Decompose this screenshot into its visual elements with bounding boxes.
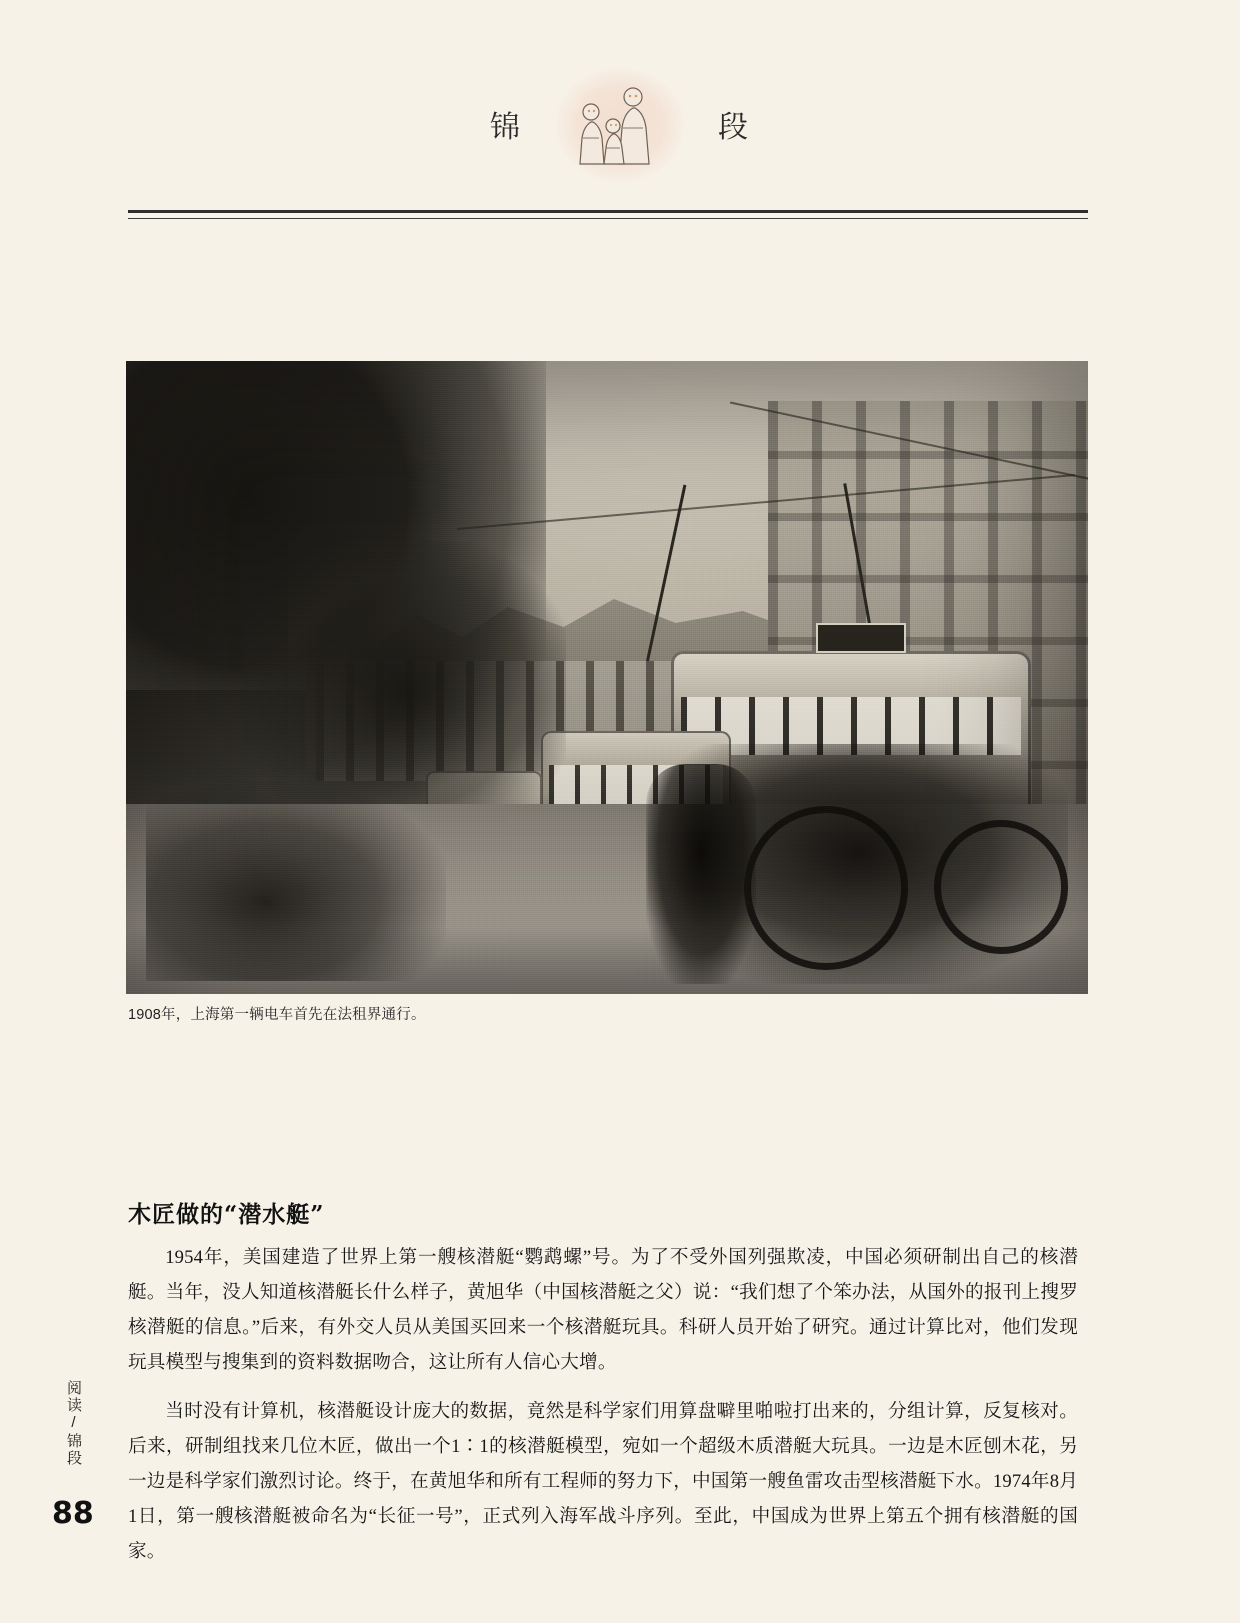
page-header — [0, 60, 1240, 210]
historical-photo — [126, 361, 1088, 994]
divider-thin-line — [128, 218, 1088, 219]
article-title: 木匠做的“潜水艇” — [128, 1201, 325, 1228]
header-title-left: 锦 — [490, 110, 522, 145]
article-body — [128, 1240, 1078, 1583]
page-number: 88 — [52, 1496, 94, 1531]
family-figures-illustration-icon — [565, 78, 675, 178]
header-title-right: 段 — [718, 110, 750, 145]
photo-caption: 1908年，上海第一辆电车首先在法租界通行。 — [128, 1007, 426, 1023]
header-ornament-group — [490, 60, 750, 190]
divider-thick-line — [128, 210, 1088, 213]
header-divider — [128, 210, 1088, 219]
running-head: 阅读/锦段 — [65, 1380, 82, 1467]
article-paragraph: 当时没有计算机，核潜艇设计庞大的数据，竟然是科学家们用算盘噼里啪啦打出来的，分组计算，反复核对。后来，研制组找来几位木匠，做出一个1∶1的核潜艇模型，宛如一个超级木质潜艇大玩具。一边是木匠刨木花，另一边是科学家们激烈讨论。终于，在黄旭华和所有工程师的努力下，中国第一艘鱼雷攻击型核潜艇下水。1974年8月1日，第一艘核潜艇被命名为“长征一号”，正式列入海军战斗序列。至此，中国成为世界上第五个拥有核潜艇的国家。 — [128, 1401, 1078, 1562]
photo-vignette — [126, 361, 1088, 994]
article-paragraph: 1954年，美国建造了世界上第一艘核潜艇“鹦鹉螺”号。为了不受外国列强欺凌，中国必须研制出自己的核潜艇。当年，没人知道核潜艇长什么样子，黄旭华（中国核潜艇之父）说：“我们想了个笨办法，从国外的报刊上搜罗核潜艇的信息。”后来，有外交人员从美国买回来一个核潜艇玩具。科研人员开始了研究。通过计算比对，他们发现玩具模型与搜集到的资料数据吻合，这让所有人信心大增。 — [128, 1247, 1078, 1373]
photo-image — [126, 361, 1088, 994]
